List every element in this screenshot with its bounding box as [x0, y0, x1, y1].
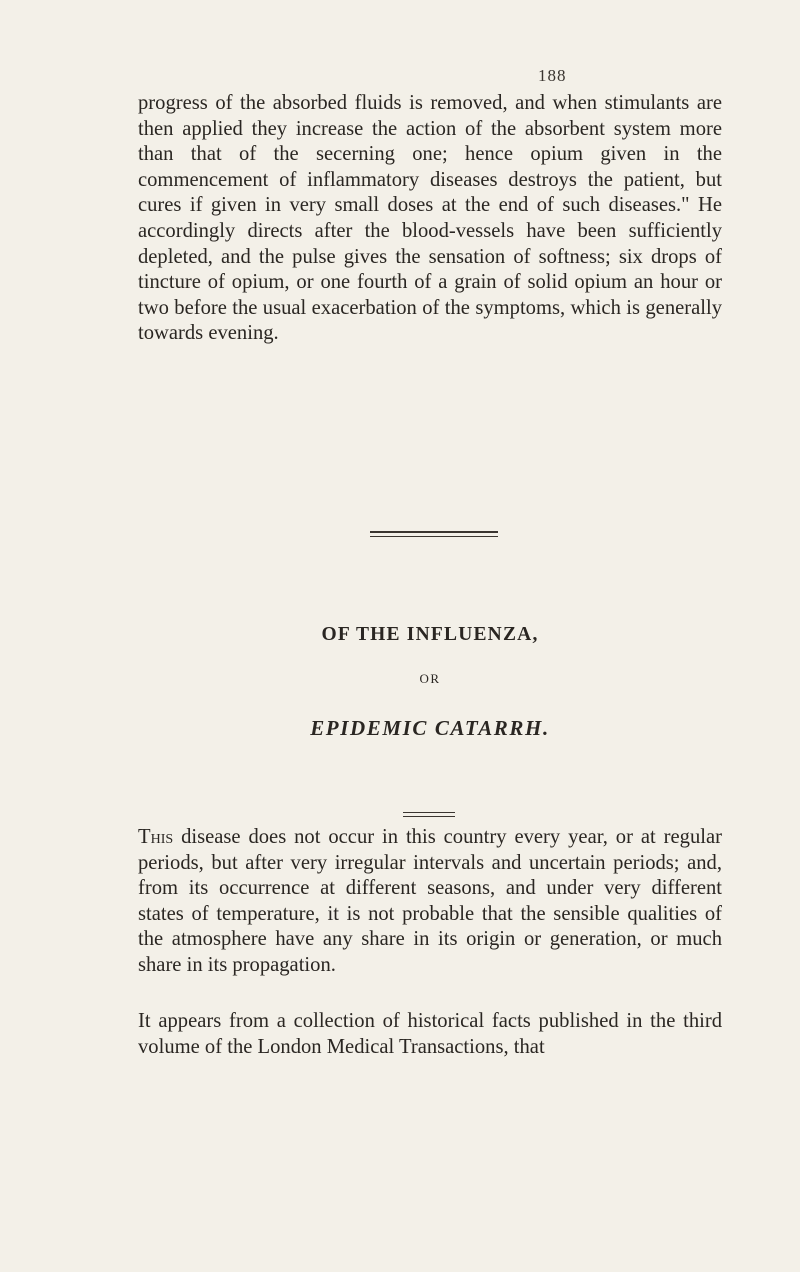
- page-number: 188: [538, 66, 567, 85]
- paragraph-lead-word: This: [138, 826, 174, 848]
- subtitle-divider-rule: [403, 812, 455, 817]
- section-title: OF THE INFLUENZA,: [321, 624, 539, 645]
- section-divider-rule: [370, 531, 498, 537]
- paragraph-influenza-occurrence: [138, 825, 722, 979]
- section-subtitle: EPIDEMIC CATARRH.: [310, 716, 550, 740]
- paragraph-historical-facts: It appears from a collection of historical facts published in the third volume of the London Medical Transactions, that: [138, 1010, 722, 1058]
- section-title-connector: OR: [419, 671, 441, 686]
- paragraph-body-text: disease does not occur in this country every year, or at regular periods, but after very irregular intervals and uncertain periods; and, from its occurrence at different seasons, and under very different states of temperature, it is not probable that the sensible qualities of the atmosphere have any share in its origin or generation, or much share in its propagation.: [138, 826, 722, 976]
- paragraph-opium-treatment: progress of the absorbed fluids is removed, and when stimulants are then applied they increase the action of the absorbent system more than that of the secerning one; hence opium given in the commencement of inflammatory diseases destroys the patient, but cures if given in very small doses at the end of such diseases." He accordingly directs after the blood-vessels have been sufficiently depleted, and the pulse gives the sensation of softness; six drops of tincture of opium, or one fourth of a grain of solid opium an hour or two before the usual exacerbation of the symptoms, which is generally towards evening.: [138, 92, 722, 345]
